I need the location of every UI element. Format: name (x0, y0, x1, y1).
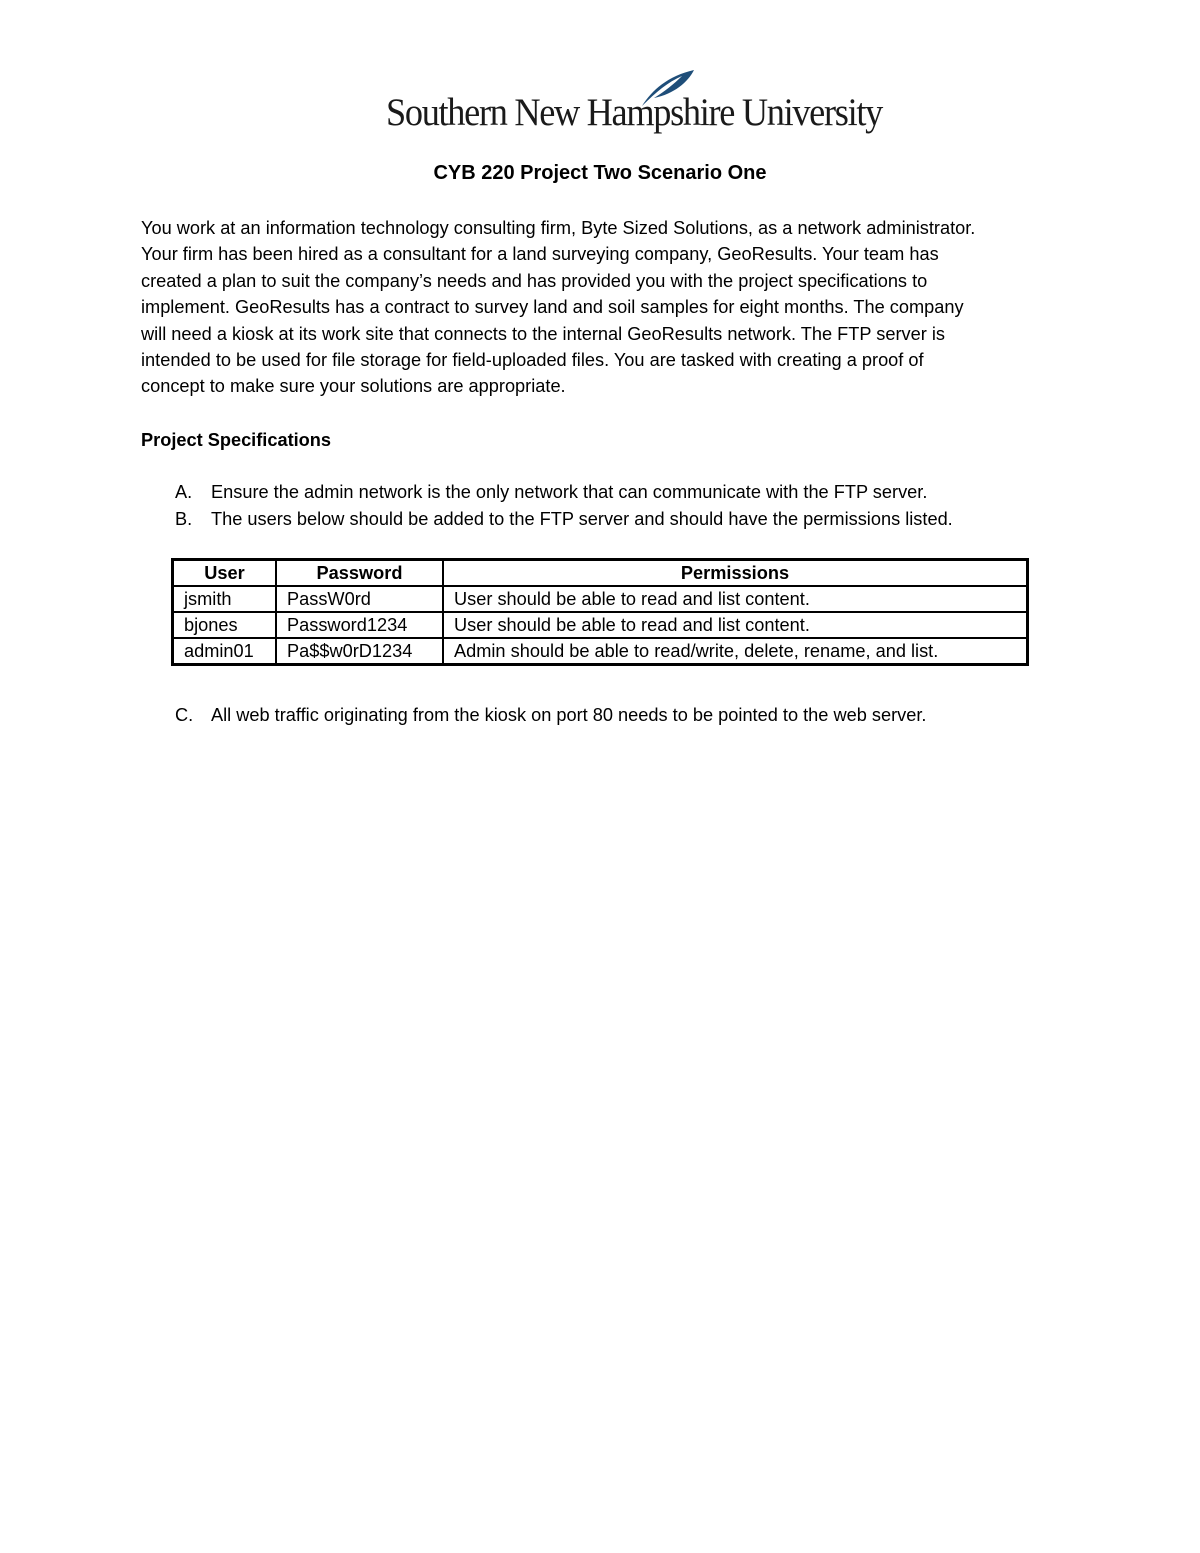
cell-permissions: User should be able to read and list content. (443, 612, 1028, 638)
header-user: User (173, 560, 277, 587)
spec-text: Ensure the admin network is the only network that can communicate with the FTP server. (211, 482, 928, 502)
intro-line: You work at an information technology consulting firm, Byte Sized Solutions, as a network administrator. (141, 218, 976, 238)
cell-permissions: User should be able to read and list content. (443, 586, 1028, 612)
university-logo (386, 68, 882, 138)
intro-line: implement. GeoResults has a contract to survey land and soil samples for eight months. The company (141, 297, 964, 318)
spec-text: All web traffic originating from the kiosk on port 80 needs to be pointed to the web server. (211, 705, 927, 725)
intro-line: intended to be used for file storage for field-uploaded files. You are tasked with creating a proof of (141, 350, 924, 371)
intro-line: Your firm has been hired as a consultant for a land surveying company, GeoResults. Your team has (141, 244, 939, 265)
header-password: Password (276, 560, 443, 587)
cell-password: PassW0rd (276, 586, 443, 612)
spec-item-b (175, 506, 953, 532)
cell-permissions: Admin should be able to read/write, delete, rename, and list. (443, 638, 1028, 665)
specs-heading: Project Specifications (141, 430, 332, 450)
spec-letter: B. (175, 509, 193, 529)
intro-paragraph (141, 215, 1071, 400)
cell-user: admin01 (173, 638, 277, 665)
table-row (173, 586, 1028, 612)
intro-line: created a plan to suit the company’s needs and has provided you with the project specifications to (141, 270, 928, 291)
spec-letter: C. (175, 705, 194, 725)
header-permissions: Permissions (443, 560, 1028, 587)
spec-letter: A. (175, 482, 193, 502)
spec-item-c (175, 702, 926, 728)
logo-wordmark: Southern New Hampshire University (386, 91, 882, 134)
intro-line: concept to make sure your solutions are appropriate. (141, 376, 566, 397)
cell-user: bjones (173, 612, 277, 638)
intro-line: will need a kiosk at its work site that connects to the internal GeoResults network. The FTP server is (141, 323, 945, 344)
users-table (171, 558, 1029, 666)
spec-item-a (175, 479, 927, 505)
document-title: CYB 220 Project Two Scenario One (433, 162, 767, 184)
table-row (173, 638, 1028, 665)
cell-user: jsmith (173, 586, 277, 612)
spec-text: The users below should be added to the FTP server and should have the permissions listed. (211, 509, 953, 529)
cell-password: Password1234 (276, 612, 443, 638)
table-row (173, 612, 1028, 638)
cell-password: Pa$$w0rD1234 (276, 638, 443, 665)
table-header-row (173, 560, 1028, 587)
